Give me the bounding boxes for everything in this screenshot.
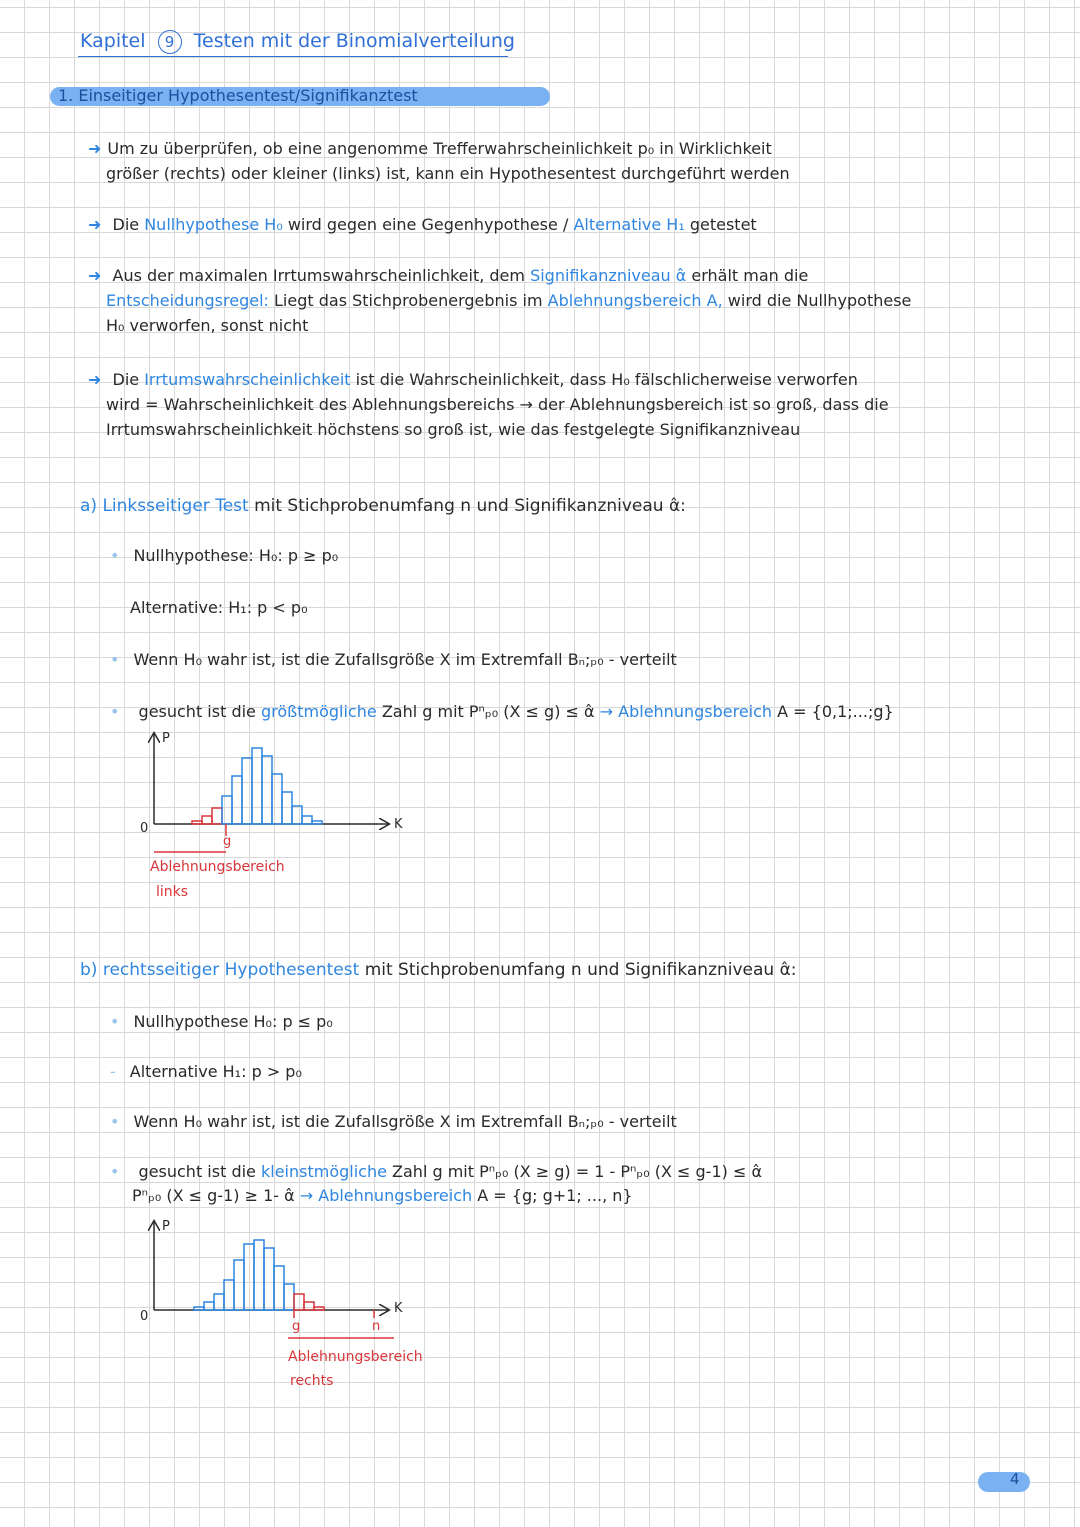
bar bbox=[212, 808, 222, 824]
right-dist-text: Wenn H₀ wahr ist, ist die Zufallsgröße X im Extremfall Bₙ;ₚ₀ - verteilt bbox=[133, 1112, 677, 1131]
left-bars bbox=[192, 748, 322, 824]
right-test-title: b) rechtsseitiger Hypothesentest bbox=[80, 960, 360, 980]
left-distribution: • Wenn H₀ wahr ist, ist die Zufallsgröße X im Extremfall Bₙ;ₚ₀ - verteilt bbox=[110, 650, 677, 669]
right-search2-c: A = {g; g+1; ..., n} bbox=[477, 1186, 633, 1205]
left-region-label: Ablehnungsbereich bbox=[150, 859, 285, 875]
left-search-e: A = {0,1;...;g} bbox=[777, 702, 894, 721]
bar bbox=[234, 1260, 244, 1310]
p4-line1c: ist die Wahrscheinlichkeit, dass H₀ fälschlicherweise verworfen bbox=[355, 370, 858, 389]
left-region-label-2: links bbox=[156, 884, 189, 900]
right-search-2 bbox=[132, 1186, 633, 1205]
p1-line2: größer (rechts) oder kleiner (links) ist, kann ein Hypothesentest durchgeführt werden bbox=[106, 164, 790, 183]
bar bbox=[292, 806, 302, 824]
bar bbox=[222, 796, 232, 824]
right-alt-text: Alternative H₁: p > p₀ bbox=[129, 1062, 302, 1081]
right-search2-b: → Ablehnungsbereich bbox=[299, 1186, 473, 1205]
left-search-a: gesucht ist die bbox=[138, 702, 256, 721]
left-null-hypothesis: • Nullhypothese: H₀: p ≥ p₀ bbox=[110, 546, 339, 565]
left-search: • gesucht ist die größtmögliche Zahl g mit Pⁿₚ₀ (X ≤ g) ≤ α̂ → Ablehnungsbereich A = {0,1;...;g} bbox=[110, 702, 894, 721]
page-number: 4 bbox=[1010, 1470, 1020, 1488]
p1-line1: Um zu überprüfen, ob eine angenomme Trefferwahrscheinlichkeit p₀ in Wirklichkeit bbox=[107, 139, 772, 158]
right-test-heading bbox=[80, 960, 797, 980]
paragraph-1 bbox=[88, 136, 790, 186]
signifikanzniveau-term: Signifikanzniveau α̂ bbox=[530, 266, 687, 285]
irrtumswahrscheinlichkeit-term: Irrtumswahrscheinlichkeit bbox=[144, 370, 351, 389]
entscheidungsregel-term: Entscheidungsregel: bbox=[106, 291, 269, 310]
x-axis-label: K bbox=[394, 817, 403, 832]
origin-label: 0 bbox=[140, 821, 149, 836]
right-region-label: Ablehnungsbereich bbox=[288, 1349, 423, 1365]
n-label: n bbox=[372, 1319, 381, 1334]
origin-label: 0 bbox=[140, 1309, 149, 1324]
bar bbox=[294, 1294, 304, 1310]
arrow-icon: ➜ bbox=[88, 370, 102, 389]
bar bbox=[272, 774, 282, 824]
p3-line2d: wird die Nullhypothese bbox=[727, 291, 912, 310]
section-heading: 1. Einseitiger Hypothesentest/Signifikanztest bbox=[58, 86, 418, 105]
bar bbox=[242, 758, 252, 824]
left-test-heading bbox=[80, 496, 686, 516]
p2-part2: wird gegen eine Gegenhypothese / bbox=[287, 215, 569, 234]
p2-part3: getestet bbox=[689, 215, 757, 234]
right-null-text: Nullhypothese H₀: p ≤ p₀ bbox=[133, 1012, 333, 1031]
left-search-d: → Ablehnungsbereich bbox=[599, 702, 773, 721]
bar bbox=[254, 1240, 264, 1310]
right-search-c: Zahl g mit Pⁿₚ₀ (X ≥ g) = 1 - Pⁿₚ₀ (X ≤ g-1) ≤ α̂ bbox=[392, 1162, 762, 1181]
bar bbox=[282, 792, 292, 824]
arrow-icon: ➜ bbox=[88, 215, 102, 234]
p3-line3: H₀ verworfen, sonst nicht bbox=[106, 316, 309, 335]
bar bbox=[232, 776, 242, 824]
bar bbox=[274, 1266, 284, 1310]
arrow-icon: ➜ bbox=[88, 139, 102, 158]
bar bbox=[284, 1284, 294, 1310]
left-search-c: Zahl g mit Pⁿₚ₀ (X ≤ g) ≤ α̂ bbox=[381, 702, 595, 721]
right-region-label-2: rechts bbox=[290, 1373, 334, 1389]
bar bbox=[264, 1248, 274, 1310]
bar bbox=[194, 1307, 204, 1310]
bar bbox=[314, 1307, 324, 1310]
bar bbox=[312, 821, 322, 824]
bar bbox=[192, 821, 202, 824]
p2-part1: Die bbox=[112, 215, 140, 234]
g-label: g bbox=[292, 1319, 301, 1334]
bar bbox=[302, 816, 312, 824]
left-test-subtitle: mit Stichprobenumfang n und Signifikanzniveau α̂: bbox=[254, 496, 686, 516]
bar bbox=[224, 1280, 234, 1310]
x-axis-label: K bbox=[394, 1301, 403, 1316]
right-bars bbox=[194, 1240, 324, 1310]
y-axis-label: P bbox=[162, 1219, 170, 1234]
alternative-term: Alternative H₁ bbox=[573, 215, 685, 234]
right-search: • gesucht ist die kleinstmögliche Zahl g mit Pⁿₚ₀ (X ≥ g) = 1 - Pⁿₚ₀ (X ≤ g-1) ≤ α̂ bbox=[110, 1162, 762, 1181]
right-test-subtitle: mit Stichprobenumfang n und Signifikanzniveau α̂: bbox=[364, 960, 797, 980]
paragraph-3 bbox=[88, 263, 911, 338]
p4-line1a: Die bbox=[112, 370, 140, 389]
p4-line2: wird = Wahrscheinlichkeit des Ablehnungsbereichs → der Ablehnungsbereich ist so groß, dass die bbox=[106, 395, 889, 414]
right-alternative: - Alternative H₁: p > p₀ bbox=[110, 1062, 302, 1081]
right-distribution: • Wenn H₀ wahr ist, ist die Zufallsgröße X im Extremfall Bₙ;ₚ₀ - verteilt bbox=[110, 1112, 677, 1131]
ablehnungsbereich-term: Ablehnungsbereich A, bbox=[547, 291, 723, 310]
title-underline bbox=[78, 56, 508, 57]
left-histogram bbox=[130, 728, 430, 908]
right-search-b: kleinstmögliche bbox=[260, 1162, 387, 1181]
bar bbox=[244, 1244, 254, 1310]
paragraph-4 bbox=[88, 367, 889, 442]
p4-line3: Irrtumswahrscheinlichkeit höchstens so groß ist, wie das festgelegte Signifikanzniveau bbox=[106, 420, 801, 439]
left-search-b: größtmögliche bbox=[260, 702, 377, 721]
chapter-title-text: Testen mit der Binomialverteilung bbox=[193, 30, 515, 52]
paragraph-2 bbox=[88, 212, 757, 237]
g-label: g bbox=[223, 834, 232, 849]
left-test-title: a) Linksseitiger Test bbox=[80, 496, 249, 516]
chapter-title bbox=[80, 30, 515, 54]
right-search-a: gesucht ist die bbox=[138, 1162, 256, 1181]
left-alternative: Alternative: H₁: p < p₀ bbox=[130, 598, 308, 617]
y-axis-label: P bbox=[162, 731, 170, 746]
chapter-number: 9 bbox=[158, 30, 182, 54]
nullhypothese-term: Nullhypothese H₀ bbox=[144, 215, 283, 234]
p3-line1a: Aus der maximalen Irrtumswahrscheinlichkeit, dem bbox=[112, 266, 525, 285]
bar bbox=[262, 756, 272, 824]
bar bbox=[202, 816, 212, 824]
left-null-text: Nullhypothese: H₀: p ≥ p₀ bbox=[133, 546, 339, 565]
page-number-badge bbox=[978, 1472, 1030, 1492]
chapter-prefix: Kapitel bbox=[80, 30, 146, 52]
right-histogram bbox=[130, 1214, 470, 1394]
right-search2-a: Pⁿₚ₀ (X ≤ g-1) ≥ 1- α̂ bbox=[132, 1186, 295, 1205]
bar bbox=[204, 1302, 214, 1310]
right-null-hypothesis: • Nullhypothese H₀: p ≤ p₀ bbox=[110, 1012, 333, 1031]
bar bbox=[304, 1302, 314, 1310]
bar bbox=[252, 748, 262, 824]
p3-line1c: erhält man die bbox=[691, 266, 809, 285]
arrow-icon: ➜ bbox=[88, 266, 102, 285]
bar bbox=[214, 1294, 224, 1310]
p3-line2b: Liegt das Stichprobenergebnis im bbox=[274, 291, 543, 310]
left-dist-text: Wenn H₀ wahr ist, ist die Zufallsgröße X im Extremfall Bₙ;ₚ₀ - verteilt bbox=[133, 650, 677, 669]
